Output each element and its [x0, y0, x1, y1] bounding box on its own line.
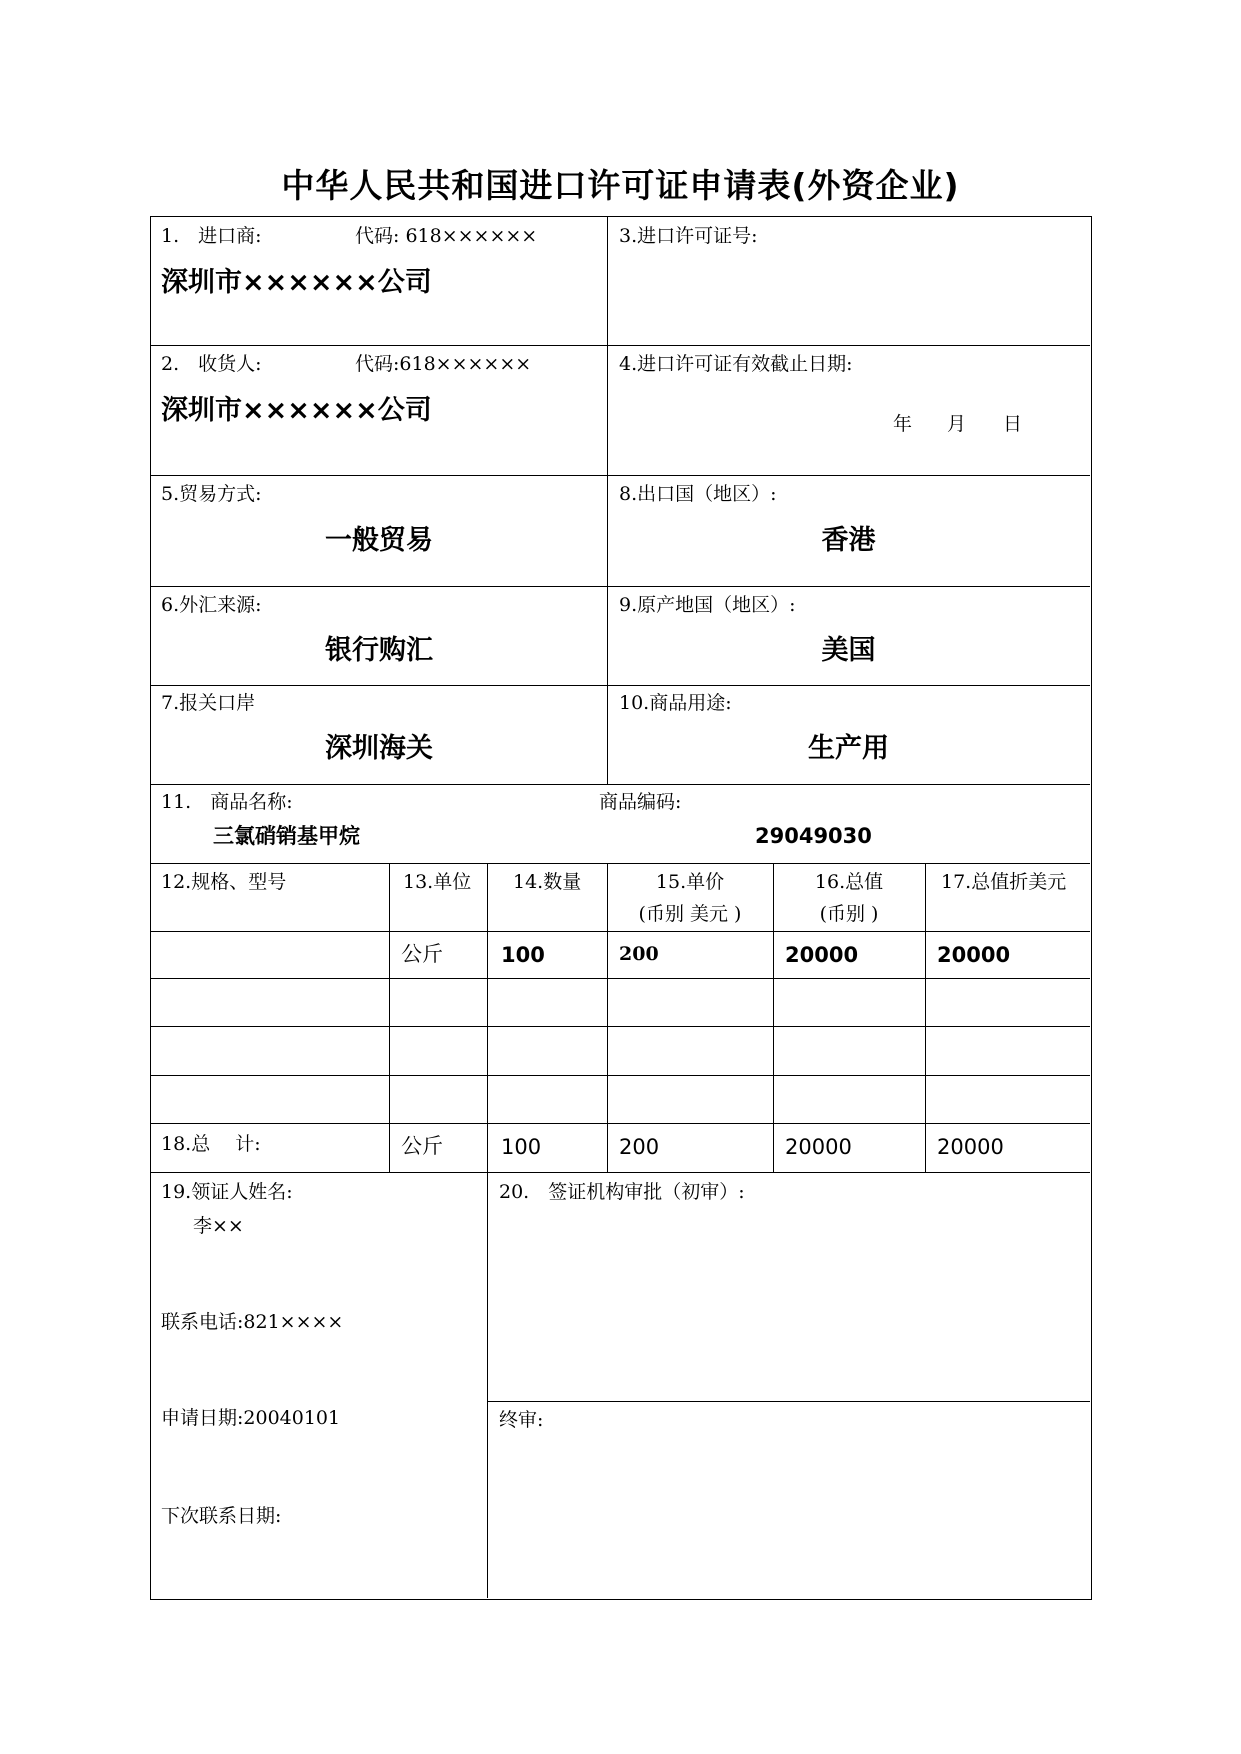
- row-divider: [151, 863, 1090, 864]
- goods-code: 29049030: [755, 824, 872, 848]
- trade-mode-label: 5.贸易方式:: [161, 483, 262, 505]
- applicant-name-label: 19.领证人姓名:: [161, 1181, 293, 1203]
- table-row-qty: 100: [501, 943, 545, 967]
- row-divider: [151, 475, 1090, 476]
- row-divider: [151, 1075, 1090, 1076]
- header-price: 15.单价: [655, 871, 725, 893]
- origin-country-label: 9.原产地国（地区）:: [619, 594, 796, 616]
- consignee-name: 深圳市××××××公司: [161, 395, 432, 426]
- fx-source-label: 6.外汇来源:: [161, 594, 262, 616]
- header-qty: 14.数量: [513, 871, 582, 893]
- fx-source-value: 银行购汇: [325, 635, 433, 666]
- final-approval-label: 终审:: [499, 1409, 544, 1431]
- consignee-label: 2. 收货人:: [161, 353, 262, 375]
- row-divider: [151, 345, 1090, 346]
- consignee-code: 代码:618××××××: [355, 353, 532, 375]
- row-divider: [151, 586, 1090, 587]
- column-divider: [389, 863, 390, 1172]
- goods-name: 三氯硝销基甲烷: [213, 824, 360, 848]
- header-total: 16.总值: [814, 871, 884, 893]
- customs-port-label: 7.报关口岸: [161, 692, 256, 714]
- applicant-name: 李××: [193, 1215, 244, 1237]
- license-no-label: 3.进口许可证号:: [619, 225, 758, 247]
- header-usd: 17.总值折美元: [941, 871, 1067, 893]
- row-divider: [151, 1123, 1090, 1124]
- row-divider: [151, 931, 1090, 932]
- table-row-price: 200: [619, 943, 659, 965]
- purpose-value: 生产用: [808, 733, 889, 764]
- table-row-usd: 20000: [937, 943, 1011, 967]
- trade-mode-value: 一般贸易: [325, 525, 433, 556]
- totals-price: 200: [619, 1135, 660, 1159]
- column-divider: [607, 217, 608, 784]
- goods-code-label: 商品编码:: [599, 791, 682, 813]
- row-divider: [151, 784, 1090, 785]
- row-divider: [151, 1026, 1090, 1027]
- importer-name: 深圳市××××××公司: [161, 267, 432, 298]
- application-form: [150, 216, 1092, 1600]
- initial-approval-label: 20. 签证机构审批（初审）:: [499, 1181, 745, 1203]
- header-spec: 12.规格、型号: [161, 871, 287, 893]
- page-title: 中华人民共和国进口许可证申请表(外资企业): [281, 166, 960, 205]
- header-total-currency: (币别 ): [819, 903, 879, 925]
- export-country-value: 香港: [821, 525, 876, 556]
- importer-label: 1. 进口商:: [161, 225, 262, 247]
- row-divider: [151, 685, 1090, 686]
- expiry-day: 日: [1003, 413, 1023, 435]
- row-divider: [151, 978, 1090, 979]
- totals-usd: 20000: [937, 1135, 1004, 1159]
- header-unit: 13.单位: [403, 871, 472, 893]
- table-row-total: 20000: [785, 943, 859, 967]
- expiry-label: 4.进口许可证有效截止日期:: [619, 353, 853, 375]
- importer-code: 代码: 618××××××: [355, 225, 538, 247]
- purpose-label: 10.商品用途:: [619, 692, 732, 714]
- origin-country-value: 美国: [821, 635, 876, 666]
- column-divider: [925, 863, 926, 1172]
- expiry-year: 年: [893, 413, 913, 435]
- column-divider: [487, 863, 488, 1598]
- totals-qty: 100: [501, 1135, 542, 1159]
- table-row-unit: 公斤: [401, 942, 443, 966]
- expiry-month: 月: [947, 413, 967, 435]
- totals-label: 18.总 计:: [161, 1133, 261, 1155]
- row-divider: [151, 1172, 1090, 1173]
- applicant-phone: 联系电话:821××××: [161, 1311, 344, 1333]
- totals-total: 20000: [785, 1135, 852, 1159]
- goods-name-label: 11. 商品名称:: [161, 791, 293, 813]
- totals-unit: 公斤: [401, 1134, 443, 1158]
- approval-divider: [487, 1401, 1090, 1402]
- customs-port-value: 深圳海关: [325, 733, 433, 764]
- header-price-currency: (币别 美元 ): [638, 903, 742, 925]
- export-country-label: 8.出口国（地区）:: [619, 483, 777, 505]
- application-date: 申请日期:20040101: [161, 1407, 341, 1429]
- next-contact-date: 下次联系日期:: [161, 1505, 282, 1527]
